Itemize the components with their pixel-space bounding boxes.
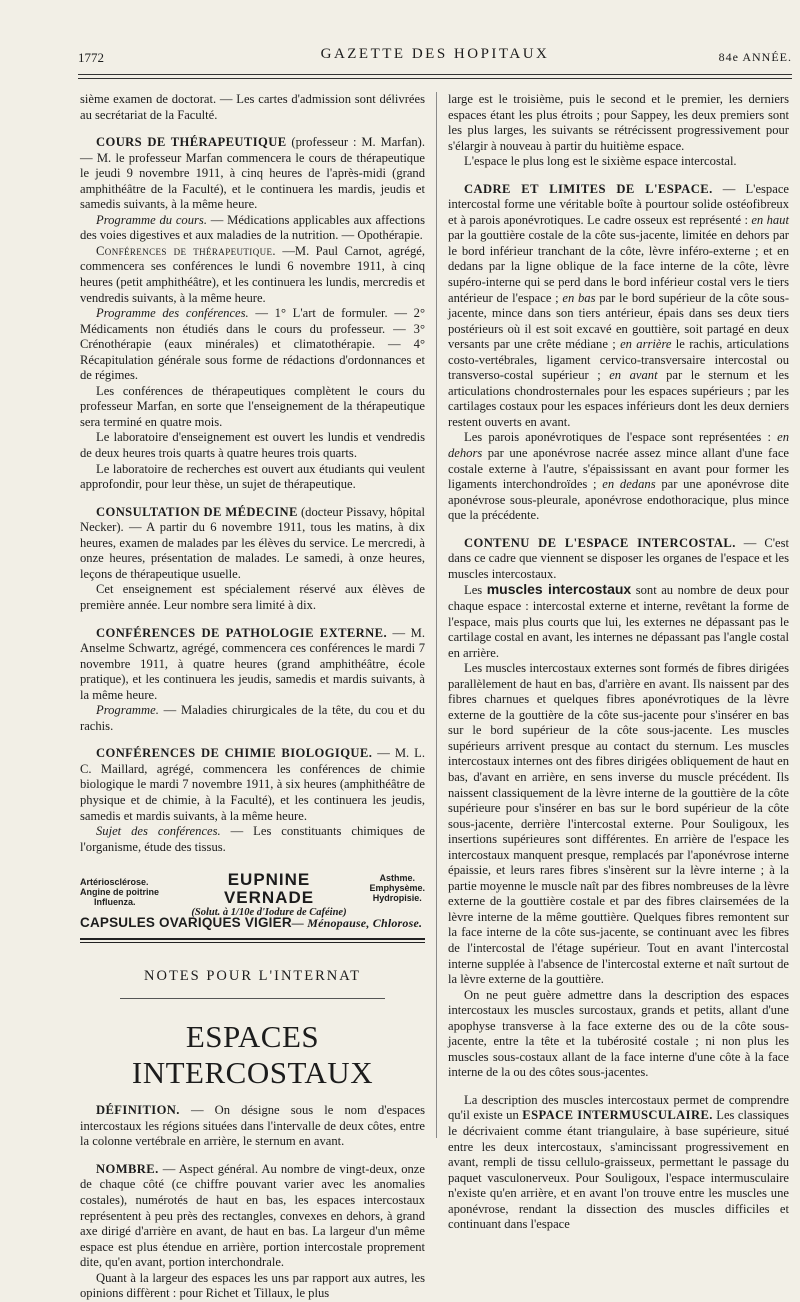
right-column — [448, 92, 789, 1233]
italic-label: Programme du cours. — [96, 212, 207, 227]
paragraph — [80, 824, 425, 855]
paragraph-cours-therapeutique — [80, 135, 425, 213]
paragraph-text: — Maladies chirurgicales de la tête, du cou et du rachis. — [80, 703, 425, 733]
ad-rule-thin — [80, 942, 425, 943]
paragraph-muscles: Les muscles intercostaux sont au nombre de deux pour chaque espace : intercostal externe et interne, revêtant la forme de l'espace, mais plus courts que lui, les externes ne dépassant pas le cartilage costal en avant, les internes ne dépassant pas l'angle costal en arrière. — [448, 581, 789, 660]
section-label: CONFÉRENCES DE PATHOLOGIE EXTERNE. — [96, 625, 388, 640]
ad-brand-subtitle: (Solut. à 1/10e d'Iodure de Caféine) — [191, 907, 347, 919]
paragraph-chimie — [80, 746, 425, 824]
italic-label: Sujet des conférences. — [96, 824, 221, 839]
paragraph: Les muscles intercostaux externes sont formés de fibres dirigées parallèlement de haut en bas, d'arrière en avant. Ils naissent par des fibres charnues et quelques fibres aponévrotiques de la lèvre externe de la gouttière de la côte sus-jacente pour s'insérer en bas sur le bord supérieur de la côte sous-jacente. Les muscles supérieurs arrivent presque au contact du sternum. Les muscles intercostaux internes ont des fibres dirigées obliquement de haut en bas, d'avant en arrière, en sens inverse du muscle précédent. Ils naissent classiquement de la lèvre interne de la gouttière de la côte supérieure pour s'insérer en bas sur le bord supérieur de la côte sous-jacente, derrière l'intercostal externe. Pour Souligoux, les insertions supérieures sont différentes. En arrière de l'espace les intercostaux manquent presque, remplacés par l'aponévrose interne épaissie, et leurs rares fibres s'insèrent sur la lèvre interne ; à la partie moyenne le muscle naît par des fibres nombreuses de la lèvre externe de la gouttière costale et par des fibres clairsemées de la lèvre interne de la même gouttière. Quelques fibres remontent sur la face interne de la côte sus-jacente, se continuant avec les fibres de l'intercostal de l'étage supérieur. Tout en avant l'intercostal interne supplée à l'absence de l'intercostal externe et naît surtout de la lèvre externe de la gouttière. — [448, 661, 789, 987]
ad-indications-right: Asthme. Emphysème. Hydropisie. — [369, 873, 425, 904]
italic-label: Programme. — [96, 703, 159, 718]
paragraph-cadre: CADRE ET LIMITES DE L'ESPACE. — L'espace intercostal forme une véritable boîte à pourtour solide ostéofibreux et à parois aponévrotiques. Le cadre osseux est représenté : en haut par la gouttière costale de la côte sus-jacente, limitée en dehors par le bord inférieur tranchant de la côte, lèvre inféro-externe ; et en dedans par la ligne oblique de la face interne de la côte, lèvre supéro-interne qui se perd dans le bord inférieur costal vers le tiers antérieur de l'espace ; en bas par le bord supérieur de la côte sous-jacente, mince dans son tiers antérieur, épais dans ses deux tiers postérieurs où il est soit excavé en gouttière, soit partagé en deux versants par une crête médiane ; en arrière le rachis, articulations costo-vertébrales, ligament cervico-transversaire intercostal ou transverso-costal supérieur ; en avant par le sternum et les articulations chondrosternales pour les espaces supérieurs ; par les cartilages costaux pour les espaces inférieurs dont les deux derniers restent ouverts en avant. — [448, 181, 790, 429]
paragraph-text: — Les constituants chimiques de l'organisme, étude des tissus. — [80, 824, 425, 854]
paragraph-text: — Médications applicables aux affections des voies digestives et aux maladies de la nutrition. — Opothérapie. — [80, 212, 425, 243]
section-label: NOMBRE. — [96, 1161, 159, 1176]
section-label: DÉFINITION. — [96, 1103, 180, 1118]
paragraph-text: — M. Anselme Schwartz, agrégé, commencera ces conférences le mardi 7 novembre 1911, à quatre heures (grand amphithéâtre, école pratique), et les continuera les jeudis, samedis et mardis suivants, à la même heure. — [80, 625, 425, 702]
paragraph-definition — [80, 1103, 425, 1150]
paragraph-text: — C'est dans ce cadre que viennent se disposer les organes de l'espace et les muscles intercostaux. — [448, 535, 789, 581]
section-label: CADRE ET LIMITES DE L'ESPACE. — [464, 181, 713, 196]
paragraph: Quant à la largeur des espaces les uns par rapport aux autres, les opinions diffèrent : pour Richet et Tillaux, le plus — [80, 1270, 425, 1301]
ad-indications-left: Artériosclérose. Angine de poitrine Influenza. — [80, 877, 160, 908]
paragraph-text: — 1° L'art de formuler. — 2° Médicaments non étudiés dans le cours du professeur. — 3° Crénothérapie (eaux minérales) et climatothérapie. — 4° Récapitulation générale sous forme de rédactions d'ordonnances et de régimes. — [80, 306, 425, 383]
page-number: 1772 — [78, 50, 104, 65]
article-title: ESPACES INTERCOSTAUX — [131, 1019, 374, 1091]
paragraph: large est le troisième, puis le second et le premier, les derniers espaces étant les plus étroits ; pour Sappey, les deux premiers sont les plus larges, les suivants se rétrécissent progressivement pour s'élargir à nouveau à partir du huitième espace. — [448, 92, 789, 153]
section-label: Conférences de thérapeutique. — [96, 243, 276, 258]
paragraph: Cet enseignement est spécialement réservé aux élèves de première année. Leur nombre sera limité à dix. — [80, 582, 425, 612]
journal-title: GAZETTE DES HOPITAUX — [320, 46, 550, 62]
paragraph-text: (docteur Pissavy, hôpital Necker). — A partir du 6 novembre 1911, tous les matins, à dix heures, examen de malades par les élèves du service. Le mercredi, à onze heures, présentation de malades. Le samedi, à onze heures, leçons de thérapeutique usuelle. — [80, 504, 426, 581]
paragraph-text: — On désigne sous le nom d'espaces intercostaux les régions situées dans l'intervalle de deux côtes, entre la colonne vertébrale en arrière, le sternum en avant. — [80, 1103, 425, 1149]
advertisement-eupnine — [80, 870, 425, 919]
left-column — [80, 92, 425, 1302]
section-heading: NOTES POUR L'INTERNAT — [144, 967, 361, 984]
section-label: COURS DE THÉRAPEUTIQUE — [96, 135, 287, 150]
keyword: muscles intercostaux — [486, 581, 632, 598]
italic-label: Programme des conférences. — [96, 306, 249, 321]
header-rule — [78, 74, 792, 75]
section-rule — [120, 998, 385, 999]
paragraph: Le laboratoire d'enseignement est ouvert les lundis et vendredis de deux heures trois quarts à quatre heures trois quarts. — [80, 430, 425, 461]
ad-capsules-name: CAPSULES OVARIQUES VIGIER — [80, 915, 292, 931]
paragraph: L'espace le plus long est le sixième espace intercostal. — [464, 154, 737, 169]
column-divider — [436, 92, 437, 1138]
paragraph-nombre — [80, 1162, 425, 1271]
ad-rule — [80, 938, 425, 940]
paragraph: Le laboratoire de recherches est ouvert aux étudiants qui veulent approfondir, pour leur thèse, un sujet de thérapeutique. — [80, 461, 425, 492]
paragraph-consultation — [80, 505, 425, 583]
ad-capsules-indications: — Ménopause, Chlorose. — [291, 916, 423, 931]
paragraph: sième examen de doctorat. — Les cartes d'admission sont délivrées au secrétariat de la Faculté. — [80, 92, 425, 122]
paragraph-pathologie — [80, 626, 425, 704]
section-label: CONFÉRENCES DE CHIMIE BIOLOGIQUE. — [96, 746, 373, 761]
section-label: CONSULTATION DE MÉDECINE — [96, 504, 298, 519]
keyword: ESPACE INTERMUSCULAIRE. — [522, 1108, 713, 1123]
paragraph-parois: Les parois aponévrotiques de l'espace sont représentées : en dehors par une aponévrose nacrée assez mince allant d'une face costale externe à l'autre, s'épaississant en avant pour former les ligaments interchondroïdes ; en dedans par une aponévrose dite aponévrose sous-pleurale, aponévrose endothoracique, plus mince que la précédente. — [448, 430, 790, 523]
header-rule-secondary — [78, 78, 792, 79]
paragraph-contenu — [448, 536, 789, 583]
ad-brand-name: EUPNINE VERNADE — [223, 870, 315, 908]
ad-brand — [184, 871, 354, 919]
page-header — [78, 46, 792, 68]
paragraph — [80, 244, 425, 306]
paragraph-text: —M. Paul Carnot, agrégé, commencera ses conférences le lundi 6 novembre 1911, à cinq heures (petit amphithéâtre), et les continuera les lundis, mercredis et vendredis suivants, à la même heure. — [80, 243, 425, 305]
paragraph-text: — Aspect général. Au nombre de vingt-deux, onze de chaque côté (ce chiffre pouvant varier avec les anomalies costales), numérotés de haut en bas, les espaces intercostaux représentent à peu près des rectangles, convexes en dehors, à grand axe dirigé d'arrière en avant, de haut en bas. La largeur d'un même espace est plus étendue en arrière, portion intercostale proprement dite, qu'en avant, portion interchondrale. — [80, 1161, 425, 1270]
paragraph: Les conférences de thérapeutiques complètent le cours du professeur Marfan, en sorte que l'enseignement de la thérapeutique sera terminé en quatre mois. — [80, 383, 425, 429]
paragraph — [80, 213, 425, 244]
paragraph: On ne peut guère admettre dans la description des espaces intercostaux les muscles surcostaux, grands et petits, allant d'une apophyse transverse à la face externe des ou de la côte sous-jacente, entre la tête et la tubérosité costale ; ni non plus les muscles sous-costaux allant de la face interne d'une côte à la face interne de la ou des côtes sous-jacentes. — [448, 987, 789, 1080]
paragraph-espace-intermusculaire: La description des muscles intercostaux permet de comprendre qu'il existe un ESPACE INTERMUSCULAIRE. Les classiques le décrivaient comme étant triangulaire, à base supérieure, situé entre les deux intercostaux, s'amincissant progressivement en avant, rempli de tissu cellulo-graisseux, permettant le passage du paquet vasculonerveux. Pour Souligoux, l'espace intermusculaire n'existe qu'en arrière, et en avant l'on trouve entre les muscles une aponévrose, rendant la dissection des muscles difficiles et continuant dans l'espace — [448, 1092, 789, 1232]
paragraph-text: (professeur : M. Marfan). — M. le professeur Marfan commencera le cours de thérapeutique le jeudi 9 novembre 1911, à cinq heures de l'après-midi (grand amphithéâtre de la Faculté), et le continuera les mardis, jeudis et samedis suivants, à la même heure. — [80, 135, 425, 212]
paragraph-text: — M. L. C. Maillard, agrégé, commencera les conférences de chimie biologique le mardi 7 novembre 1911, à six heures (amphithéâtre de physique et de chimie, à la Faculté), et les continuera les jeudis, samedis et mardis suivants, à la même heure. — [80, 746, 426, 823]
year-label: 84e ANNÉE. — [718, 50, 792, 64]
section-label: CONTENU DE L'ESPACE INTERCOSTAL. — [464, 535, 736, 550]
paragraph — [80, 306, 425, 384]
paragraph — [80, 703, 425, 734]
